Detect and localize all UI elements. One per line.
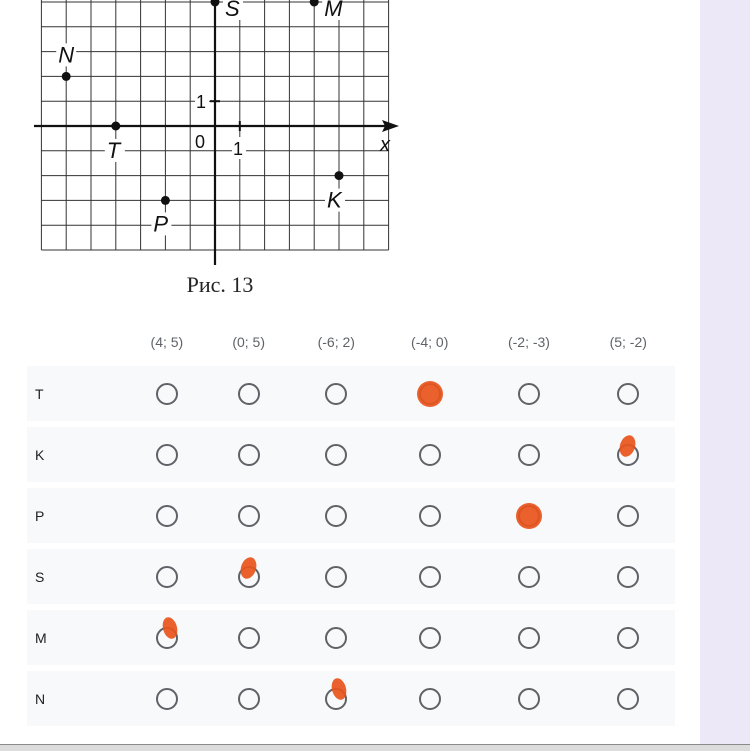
radio-button[interactable] [518,383,540,405]
points [56,0,345,236]
grid-row-n [27,671,675,726]
selection-scribble-mark [417,381,443,407]
radio-button[interactable] [617,444,639,466]
column-header: (4; 5) [150,334,184,350]
radio-cell [582,549,675,604]
radio-button[interactable] [419,505,441,527]
radio-button[interactable] [156,627,178,649]
radio-button[interactable] [156,505,178,527]
radio-cell [383,366,476,421]
x-axis-label: x [380,134,390,156]
radio-cell [208,427,290,482]
row-label: M [27,610,126,665]
grid-body [27,366,675,726]
radio-cell [208,671,290,726]
radio-button[interactable] [238,444,260,466]
column-header-row [27,324,675,360]
radio-button[interactable] [518,444,540,466]
point-label-k: K [327,187,342,213]
radio-button[interactable] [617,627,639,649]
radio-cell [383,427,476,482]
row-label: K [27,427,126,482]
point-t [111,122,120,131]
column-header: (-2; -3) [507,334,550,350]
unit-x-label: 1 [233,139,244,159]
radio-button[interactable] [419,688,441,710]
radio-button[interactable] [238,627,260,649]
radio-button[interactable] [156,444,178,466]
point-label-m: M [324,0,343,21]
grid-row-t [27,366,675,421]
row-label: P [27,488,126,543]
grid-row-k [27,427,675,482]
selection-scribble-mark [330,676,349,701]
radio-cell [290,610,383,665]
radio-button[interactable] [518,688,540,710]
radio-cell [126,549,208,604]
radio-cell [476,610,581,665]
radio-button[interactable] [238,688,260,710]
radio-button[interactable] [617,383,639,405]
radio-button[interactable] [325,444,347,466]
radio-cell [126,671,208,726]
point-label-n: N [58,42,75,68]
radio-button[interactable] [518,505,540,527]
radio-button[interactable] [518,566,540,588]
row-label: T [27,366,126,421]
origin-label: 0 [195,132,206,152]
column-header: (-4; 0) [411,334,449,350]
radio-cell [290,671,383,726]
figure-caption: Рис. 13 [186,272,254,297]
point-label-s: S [225,0,240,21]
radio-cell [582,366,675,421]
point-label-t: T [106,138,121,163]
radio-cell [476,366,581,421]
radio-cell [582,610,675,665]
radio-button[interactable] [156,688,178,710]
point-p [161,196,170,205]
radio-button[interactable] [617,566,639,588]
radio-cell [126,427,208,482]
column-header: (-6; 2) [317,334,355,350]
radio-button[interactable] [617,505,639,527]
radio-button[interactable] [156,383,178,405]
radio-cell [476,427,581,482]
radio-button[interactable] [325,627,347,649]
radio-button[interactable] [238,383,260,405]
grid-row-p [27,488,675,543]
point-m [310,0,319,7]
radio-cell [383,549,476,604]
radio-cell [290,427,383,482]
column-header: (0; 5) [232,334,266,350]
radio-button[interactable] [617,688,639,710]
unit-y-label: 1 [196,92,207,112]
radio-cell [208,488,290,543]
radio-button[interactable] [325,505,347,527]
radio-button[interactable] [419,627,441,649]
radio-cell [383,671,476,726]
radio-cell [582,427,675,482]
point-k [335,171,344,180]
radio-cell [126,366,208,421]
grid-row-s [27,549,675,604]
radio-button[interactable] [156,566,178,588]
radio-button[interactable] [238,566,260,588]
radio-button[interactable] [419,444,441,466]
coordinate-plane-figure [30,0,410,270]
radio-button[interactable] [238,505,260,527]
radio-cell [126,488,208,543]
radio-button[interactable] [419,383,441,405]
radio-cell [582,671,675,726]
radio-cell [290,366,383,421]
row-label: N [27,671,126,726]
point-n [62,72,71,81]
radio-cell [208,366,290,421]
selection-scribble-mark [617,433,638,459]
radio-cell [208,610,290,665]
radio-cell [476,549,581,604]
corner-cell [27,324,126,360]
selection-scribble-mark [516,503,542,529]
radio-cell [290,549,383,604]
radio-cell [476,488,581,543]
radio-cell [208,549,290,604]
column-header: (5; -2) [609,334,647,350]
grid-row-m [27,610,675,665]
answer-grid [27,318,675,732]
side-panel [700,0,750,750]
point-s [211,0,220,7]
radio-cell [383,488,476,543]
radio-cell [290,488,383,543]
selection-scribble-mark [160,615,179,640]
radio-button[interactable] [325,566,347,588]
row-label: S [27,549,126,604]
radio-button[interactable] [419,566,441,588]
radio-cell [383,610,476,665]
radio-button[interactable] [325,688,347,710]
radio-cell [476,671,581,726]
radio-cell [582,488,675,543]
radio-button[interactable] [325,383,347,405]
selection-scribble-mark [238,555,259,581]
radio-button[interactable] [518,627,540,649]
radio-cell [126,610,208,665]
point-label-p: P [153,211,169,237]
